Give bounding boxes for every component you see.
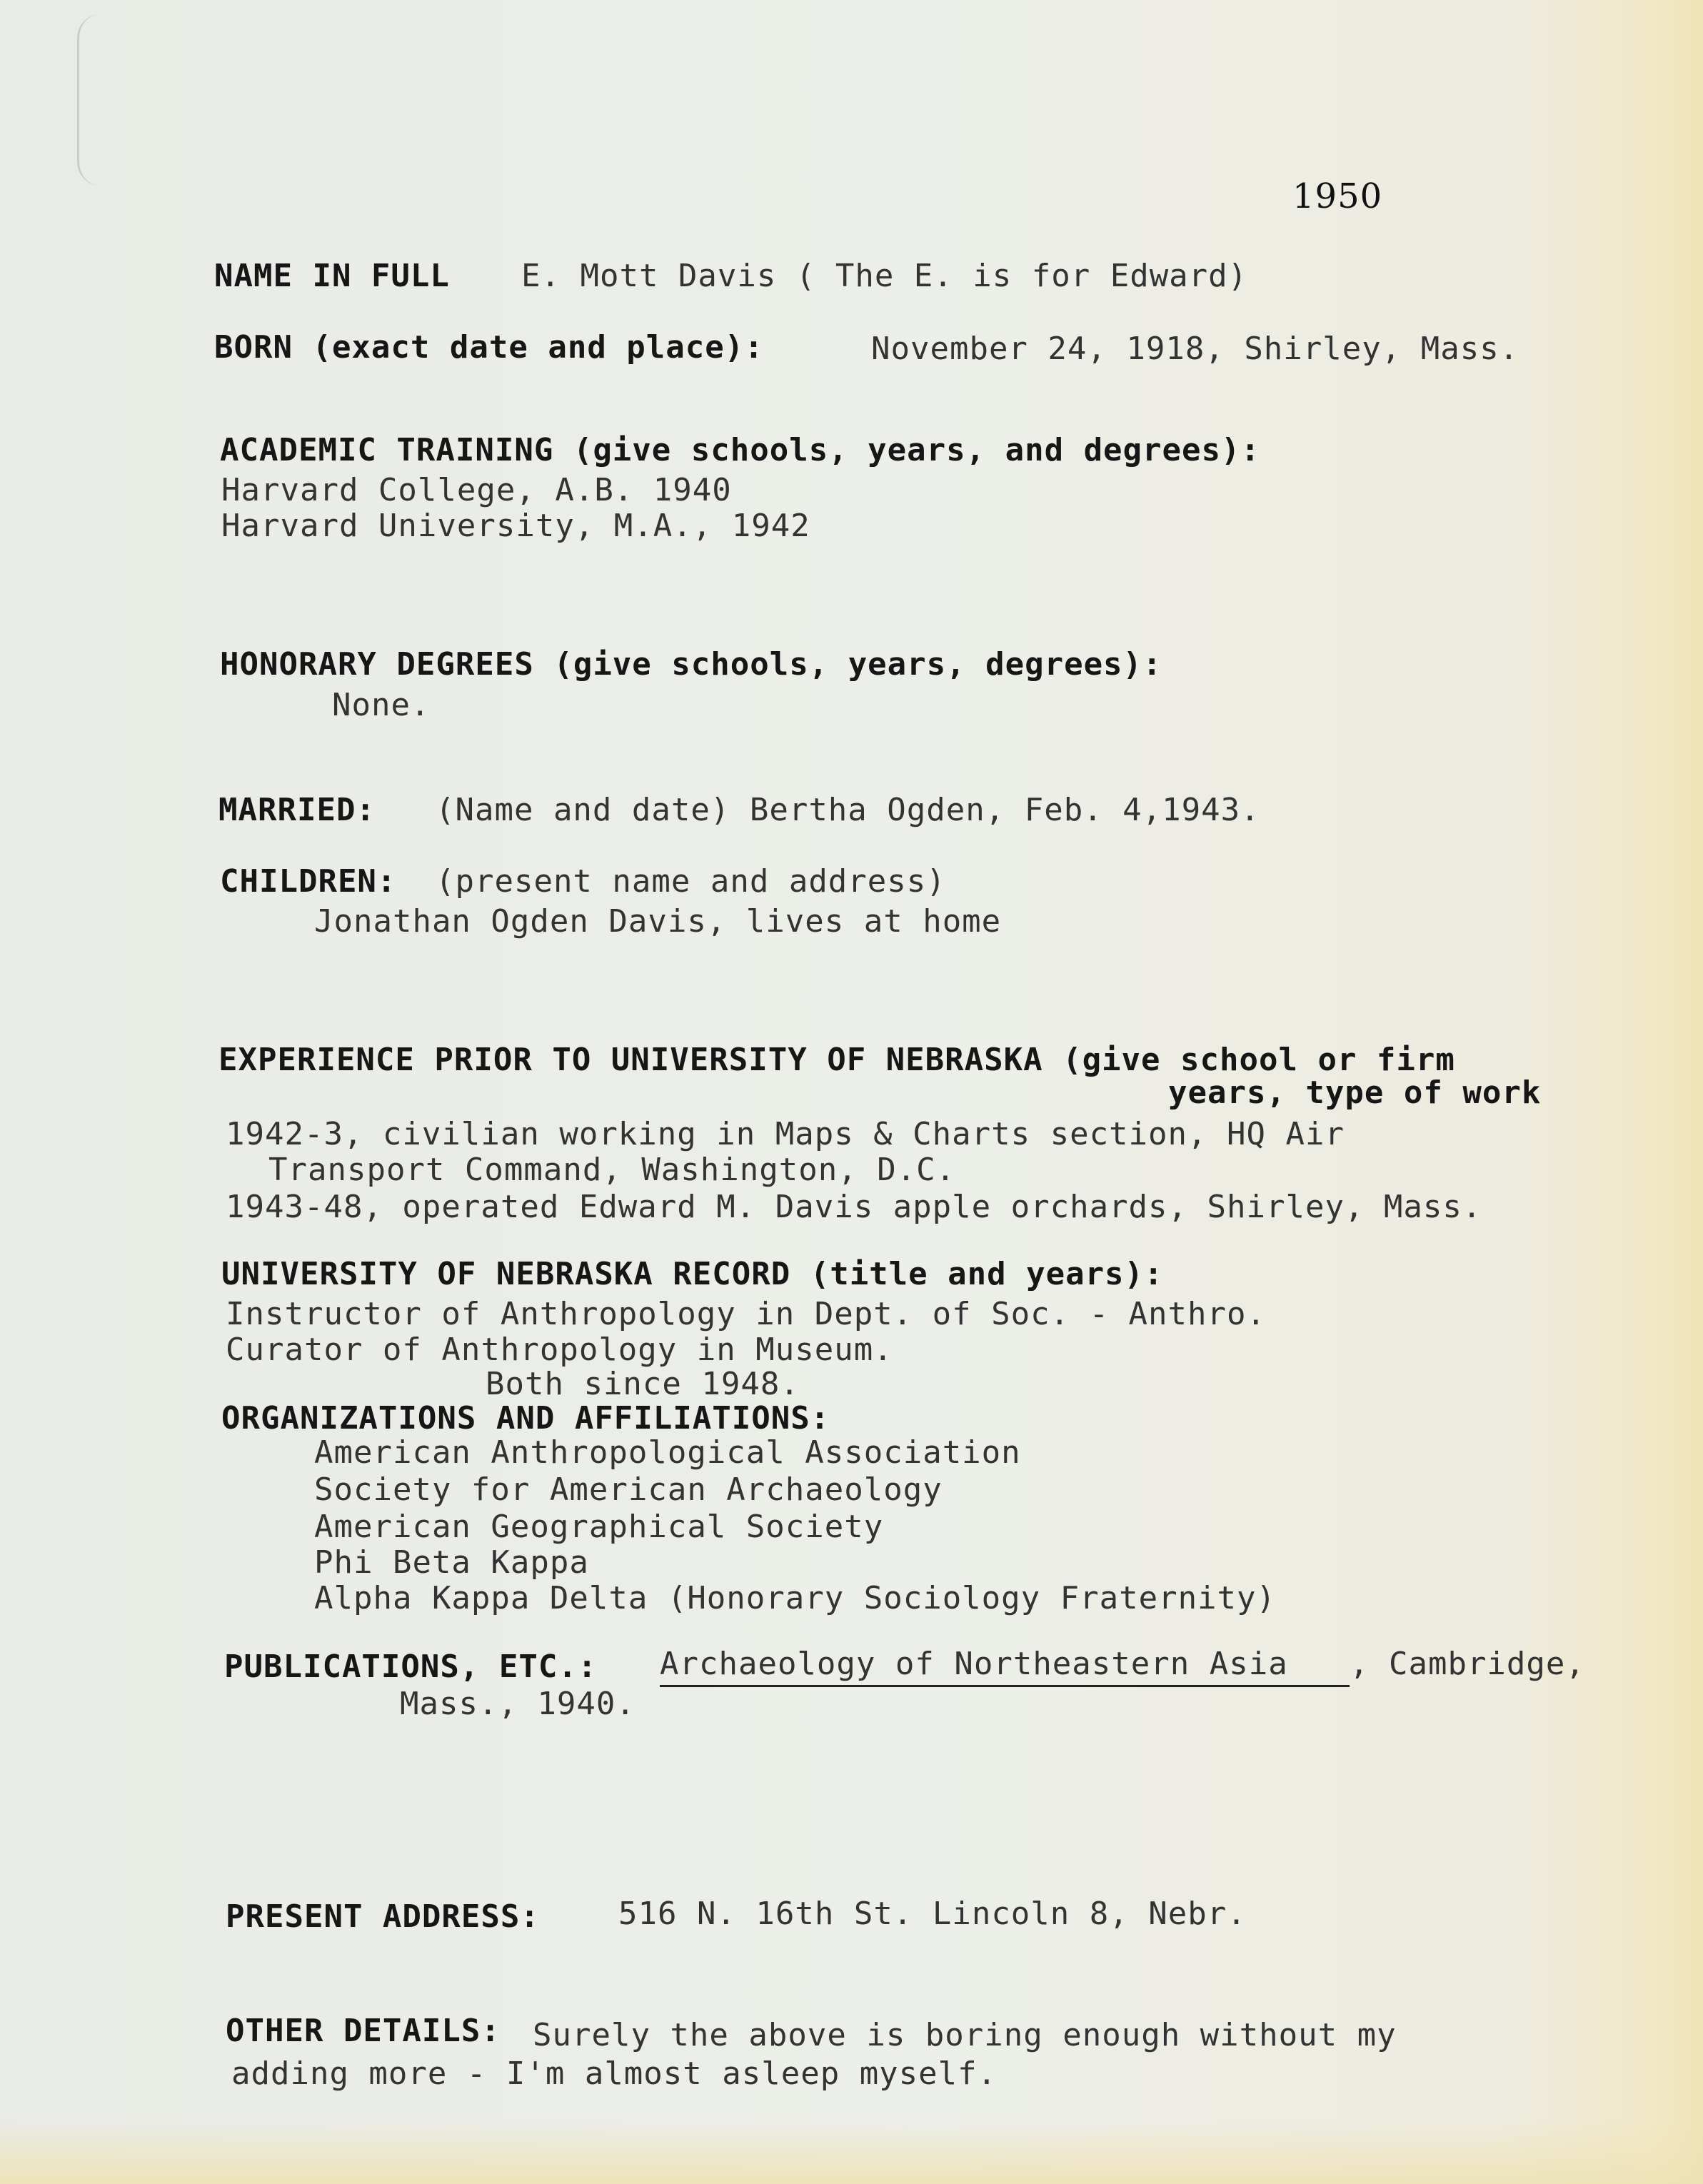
- children-value: Jonathan Ogden Davis, lives at home: [314, 903, 1002, 940]
- other-label: OTHER DETAILS:: [226, 2013, 501, 2049]
- born-value: November 24, 1918, Shirley, Mass.: [871, 331, 1519, 367]
- other-line: adding more - I'm almost asleep myself.: [231, 2055, 998, 2092]
- record-line: Instructor of Anthropology in Dept. of Soc. - Anthro.: [226, 1296, 1266, 1332]
- married-label: MARRIED:: [218, 792, 376, 828]
- publication-details: , Cambridge,: [1350, 1646, 1585, 1682]
- paper-crease: [77, 14, 101, 186]
- experience-line: Transport Command, Washington, D.C.: [268, 1152, 956, 1188]
- organization-item: Society for American Archaeology: [314, 1471, 943, 1508]
- other-line: Surely the above is boring enough without my: [533, 2017, 1397, 2053]
- married-value: (Name and date) Bertha Ogden, Feb. 4,1943.: [436, 792, 1260, 828]
- record-line: Curator of Anthropology in Museum.: [226, 1332, 893, 1368]
- publication-title: Archaeology of Northeastern Asia: [660, 1646, 1288, 1682]
- publication-underline: [660, 1685, 1350, 1687]
- organization-item: American Geographical Society: [314, 1509, 884, 1545]
- organization-item: American Anthropological Association: [314, 1434, 1021, 1471]
- academic-line: Harvard College, A.B. 1940: [221, 472, 732, 508]
- record-line: Both since 1948.: [486, 1366, 800, 1402]
- name-value: E. Mott Davis ( The E. is for Edward): [521, 258, 1248, 294]
- organizations-label: ORGANIZATIONS AND AFFILIATIONS:: [221, 1400, 830, 1436]
- name-label: NAME IN FULL: [214, 258, 450, 294]
- honorary-value: None.: [332, 687, 431, 723]
- experience-label: EXPERIENCE PRIOR TO UNIVERSITY OF NEBRASKA (give school or firm: [218, 1042, 1455, 1078]
- address-value: 516 N. 16th St. Lincoln 8, Nebr.: [618, 1896, 1247, 1932]
- organization-item: Phi Beta Kappa: [314, 1544, 589, 1581]
- address-label: PRESENT ADDRESS:: [226, 1898, 540, 1935]
- academic-label: ACADEMIC TRAINING (give schools, years, and degrees):: [220, 432, 1260, 468]
- year-handwritten: 1950: [1292, 176, 1383, 216]
- born-label: BORN (exact date and place):: [214, 329, 764, 366]
- publication-cont: Mass., 1940.: [400, 1686, 636, 1722]
- organization-item: Alpha Kappa Delta (Honorary Sociology Fraternity): [314, 1580, 1277, 1616]
- children-prompt: (present name and address): [436, 863, 946, 900]
- paper-edge: [0, 2120, 1703, 2184]
- experience-line: 1943-48, operated Edward M. Davis apple orchards, Shirley, Mass.: [226, 1189, 1482, 1225]
- academic-line: Harvard University, M.A., 1942: [221, 508, 810, 544]
- publications-label: PUBLICATIONS, ETC.:: [224, 1649, 598, 1685]
- experience-line: 1942-3, civilian working in Maps & Charts section, HQ Air: [226, 1116, 1345, 1152]
- record-label: UNIVERSITY OF NEBRASKA RECORD (title and years):: [221, 1256, 1164, 1292]
- honorary-label: HONORARY DEGREES (give schools, years, degrees):: [220, 646, 1162, 683]
- experience-label-cont: years, type of work: [1168, 1075, 1542, 1111]
- children-label: CHILDREN:: [220, 863, 397, 900]
